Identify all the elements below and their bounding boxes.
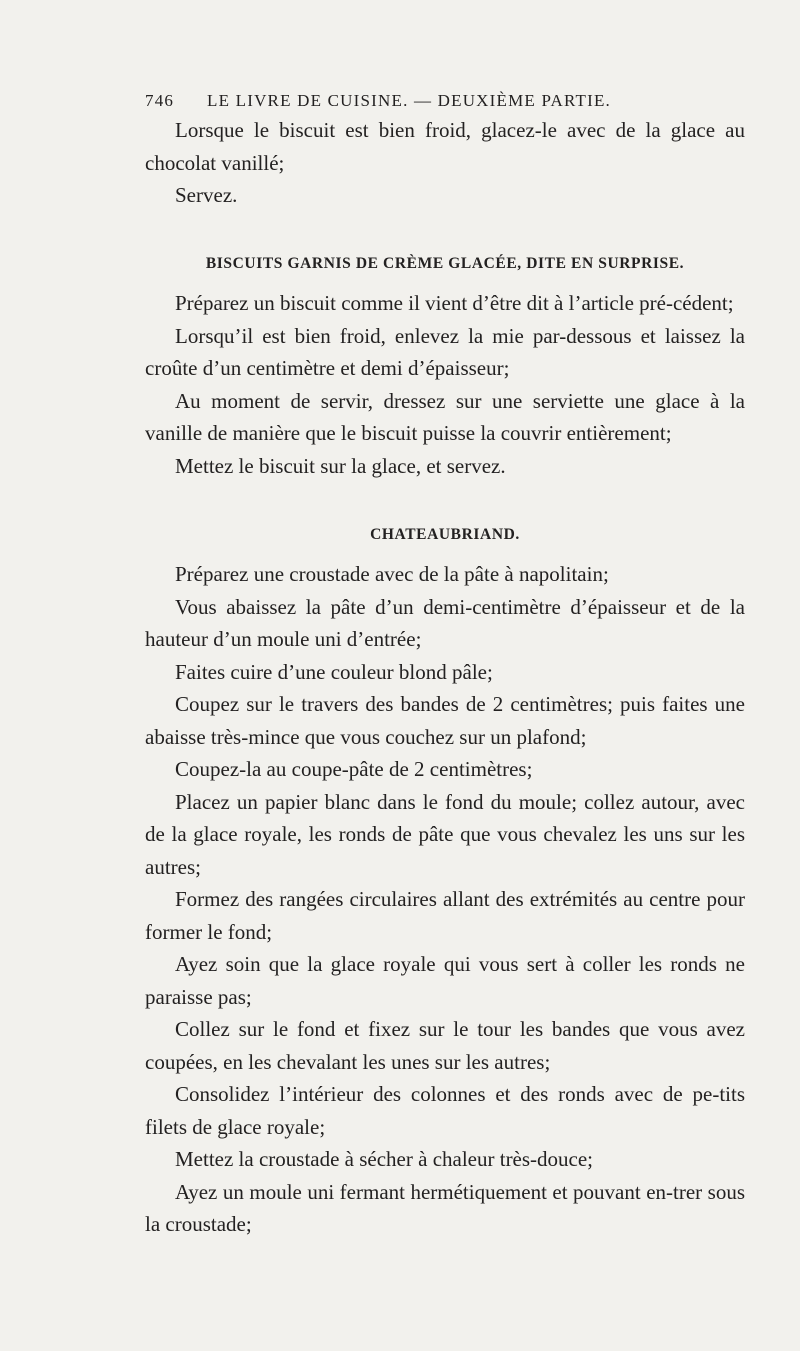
section-heading-biscuits: BISCUITS GARNIS DE CRÈME GLACÉE, DITE EN SURPRISE. (205, 255, 685, 272)
paragraph: Coupez sur le travers des bandes de 2 centimètres; puis faites une abaisse très-mince que vous couchez sur un plafond; (145, 692, 745, 749)
page-number: 746 (145, 91, 175, 110)
paragraph: Ayez un moule uni fermant hermétiquement et pouvant en-trer sous la croustade; (145, 1179, 745, 1236)
paragraph: Collez sur le fond et fixez sur le tour les bandes que vous avez coupées, en les chevalant les unes sur les autres; (145, 1017, 745, 1074)
section-heading-chateaubriand: CHATEAUBRIAND. (370, 526, 520, 543)
paragraph: Formez des rangées circulaires allant des extrémités au centre pour former le fond; (145, 887, 745, 944)
paragraph: Lorsque le biscuit est bien froid, glacez-le avec de la glace au chocolat vanillé; (145, 118, 745, 175)
paragraph: Ayez soin que la glace royale qui vous sert à coller les ronds ne paraisse pas; (145, 952, 745, 1009)
section-biscuits-text (145, 287, 745, 482)
paragraph: Servez. (175, 183, 238, 207)
paragraph: Au moment de servir, dressez sur une serviette une glace à la vanille de manière que le biscuit puisse la couvrir entièrement; (145, 388, 745, 445)
paragraph: Vous abaissez la pâte d’un demi-centimètre d’épaisseur et de la hauteur d’un moule uni d’entrée; (145, 594, 745, 651)
paragraph: Lorsqu’il est bien froid, enlevez la mie par-dessous et laissez la croûte d’un centimètre et demi d’épaisseur; (145, 323, 745, 380)
paragraph: Mettez la croustade à sécher à chaleur très-douce; (175, 1147, 594, 1171)
running-title: LE LIVRE DE CUISINE. — DEUXIÈME PARTIE. (207, 91, 612, 110)
paragraph: Coupez-la au coupe-pâte de 2 centimètres; (175, 757, 533, 781)
paragraph: Consolidez l’intérieur des colonnes et des ronds avec de pe-tits filets de glace royale; (145, 1082, 745, 1139)
running-head (145, 90, 745, 112)
paragraph: Préparez un biscuit comme il vient d’être dit à l’article pré-cédent; (175, 291, 734, 315)
section-chateaubriand-text (145, 558, 745, 1241)
paragraph: Faites cuire d’une couleur blond pâle; (175, 659, 493, 684)
paragraph: Placez un papier blanc dans le fond du moule; collez autour, avec de la glace royale, les ronds de pâte que vous chevalez les uns sur les autres; (145, 789, 745, 879)
intro-text (145, 114, 745, 212)
paragraph: Mettez le biscuit sur la glace, et servez. (175, 453, 506, 478)
paragraph: Préparez une croustade avec de la pâte à napolitain; (175, 562, 609, 586)
